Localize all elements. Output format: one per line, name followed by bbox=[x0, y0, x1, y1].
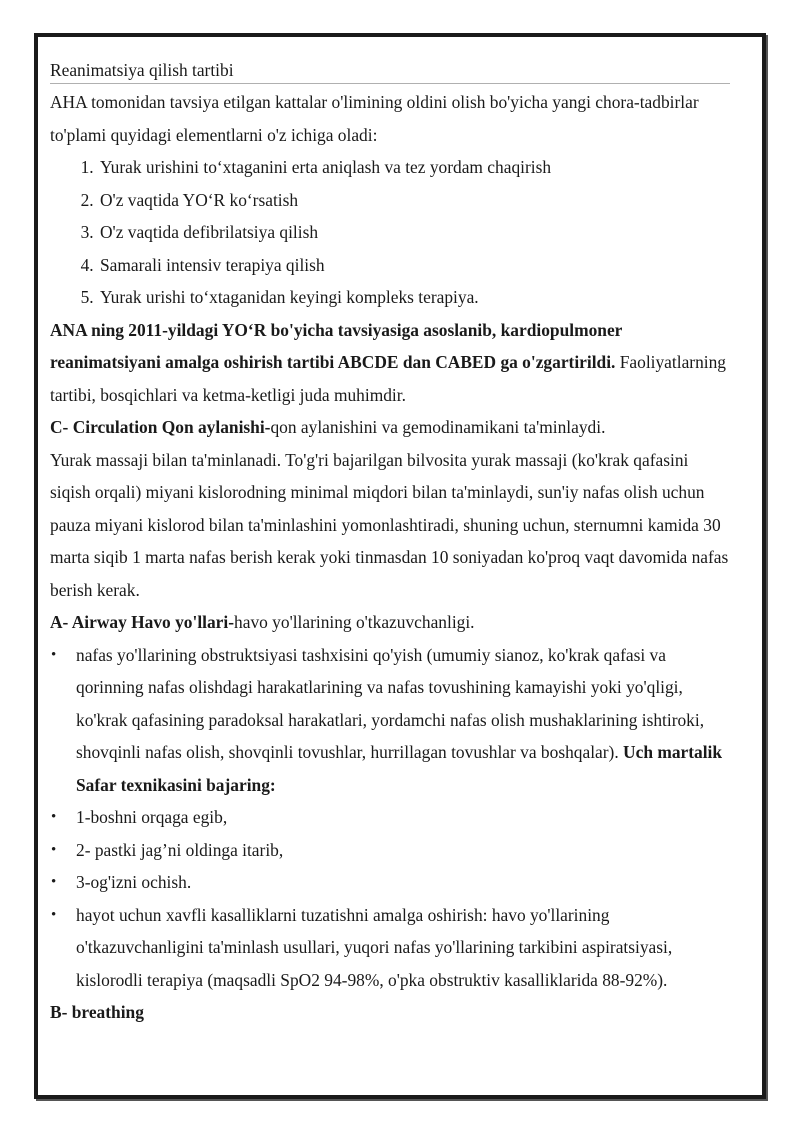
document-title: Reanimatsiya qilish tartibi bbox=[50, 57, 730, 84]
step-item: 2. O'z vaqtida YO‘R ko‘rsatish bbox=[98, 184, 730, 217]
airway-heading bbox=[50, 606, 730, 639]
document-body bbox=[50, 57, 730, 1029]
circulation-text: qon aylanishini va gemodinamikani ta'minlaydi. bbox=[270, 417, 606, 437]
page-frame bbox=[34, 33, 766, 1099]
circulation-bold: C- Circulation Qon aylanishi- bbox=[50, 417, 271, 437]
bullet-text: nafas yo'llarining obstruktsiyasi tashxisini qo'yish (umumiy sianoz, ko'krak qafasi va qorinning nafas olishdagi harakatlarining va nafas tovushining kamayishi yoki yo'qligi, ko'krak qafasining paradoksal harakatlari, yordamchi nafas olish mushaklarining ishtiroki, shovqinli nafas olish, shovqinli tovushlar, hurrillagan tovushlar va boshqalar). bbox=[76, 644, 705, 762]
bullet-item: • 3-og'izni ochish. bbox=[76, 866, 730, 899]
airway-bullets bbox=[50, 639, 730, 997]
circulation-paragraph: Yurak massaji bilan ta'minlanadi. To'g'ri bajarilgan bilvosita yurak massaji (ko'krak qafasini siqish orqali) miyani kislorodning minimal miqdori bilan ta'minlaydi, sun'iy nafas olish uchun pauza miyani kislorod bilan ta'minlashini yomonlashtiradi, shuning uchun, sternumni kamida 30 marta siqib 1 marta nafas berish kerak yoki tinmasdan 10 soniyadan ko'proq vaqt davomida nafas berish kerak. bbox=[50, 449, 729, 600]
breathing-bold: B- breathing bbox=[50, 1002, 144, 1022]
step-item: 3. O'z vaqtida defibrilatsiya qilish bbox=[98, 216, 730, 249]
airway-bold: A- Airway Havo yo'llari- bbox=[50, 612, 235, 632]
steps-list bbox=[50, 151, 730, 314]
step-item: 4. Samarali intensiv terapiya qilish bbox=[98, 249, 730, 282]
ana-bold: ANA ning 2011-yildagi YO‘R bo'yicha tavsiyasiga asoslanib, kardiopulmoner reanimatsiyani amalga oshirish tartibi ABCDE dan CABED ga o'zgartirildi. bbox=[50, 319, 623, 372]
bullet-item: • 2- pastki jag’ni oldinga itarib, bbox=[76, 834, 730, 867]
intro-paragraph: AHA tomonidan tavsiya etilgan kattalar o'limining oldini olish bo'yicha yangi chora-tadbirlar to'plami quyidagi elementlarni o'z ichiga oladi: bbox=[50, 92, 699, 145]
bullet-item: • 1-boshni orqaga egib, bbox=[76, 801, 730, 834]
ana-text: Faoliyatlarning tartibi, bosqichlari va ketma-ketligi juda muhimdir. bbox=[50, 352, 726, 405]
breathing-heading bbox=[50, 996, 730, 1029]
step-item: 1. Yurak urishini to‘xtaganini erta aniqlash va tez yordam chaqirish bbox=[98, 151, 730, 184]
bullet-item bbox=[76, 639, 730, 802]
bullet-bold: Uch martalik Safar texnikasini bajaring: bbox=[76, 742, 723, 795]
airway-text: havo yo'llarining o'tkazuvchanligi. bbox=[234, 612, 475, 632]
bullet-item: • hayot uchun xavfli kasalliklarni tuzatishni amalga oshirish: havo yo'llarining o'tkazuvchanligini ta'minlash usullari, yuqori nafas yo'llarining tarkibini aspiratsiyasi, kislorodli terapiya (maqsadli SpO2 94-98%, o'pka obstruktiv kasalliklarida 88-92%). bbox=[76, 899, 730, 997]
step-item: 5. Yurak urishi to‘xtaganidan keyingi kompleks terapiya. bbox=[98, 281, 730, 314]
circulation-heading bbox=[50, 411, 730, 444]
ana-paragraph bbox=[50, 314, 730, 412]
